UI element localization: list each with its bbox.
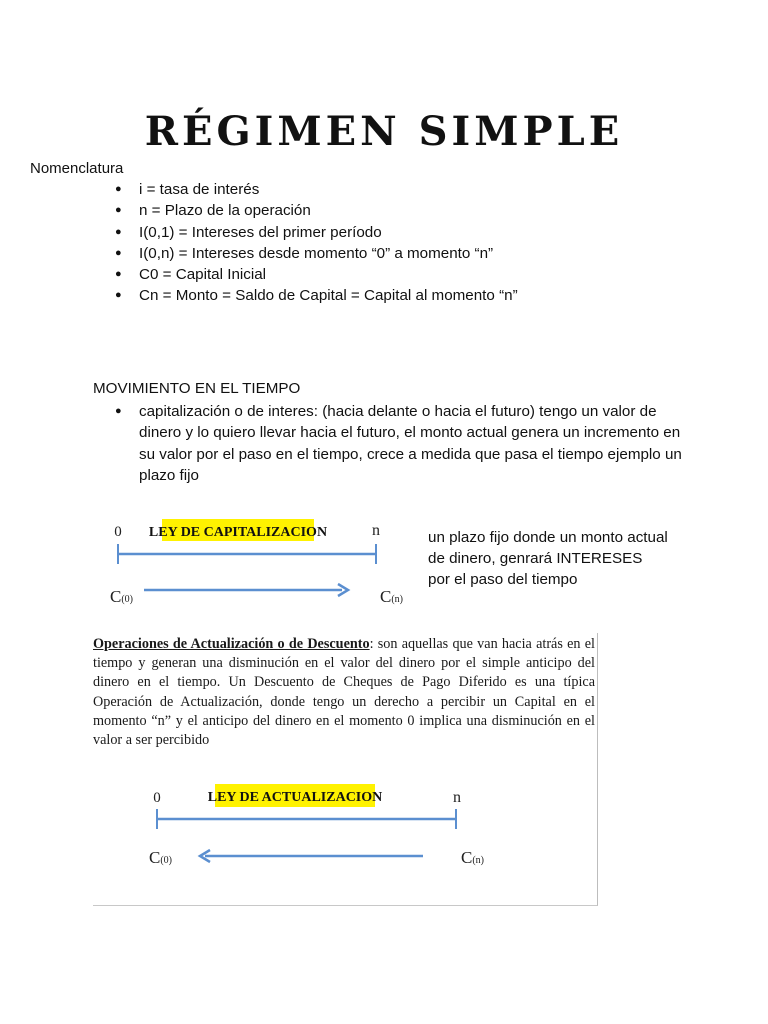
bullet-icon: ● bbox=[115, 246, 122, 259]
bullet-icon: ● bbox=[115, 268, 122, 281]
start-label: 0 bbox=[114, 524, 122, 540]
list-item: ● C0 = Capital Inicial bbox=[139, 264, 699, 285]
bullet-icon: ● bbox=[115, 183, 122, 195]
bullet-icon: ● bbox=[115, 289, 122, 302]
page-title: RÉGIMEN SIMPLE bbox=[144, 108, 624, 155]
actualizacion-figure bbox=[93, 633, 598, 906]
list-item: ● i = tasa de interés bbox=[139, 179, 699, 200]
nomenclatura-heading: Nomenclatura bbox=[30, 160, 124, 177]
start-label: 0 bbox=[153, 790, 161, 806]
actualizacion-paragraph bbox=[93, 635, 595, 750]
bullet-icon: ● bbox=[115, 225, 122, 238]
bullet-icon: ● bbox=[115, 405, 122, 417]
from-label: C(0) bbox=[110, 587, 134, 606]
actualizacion-term: Operaciones de Actualización o de Descuento bbox=[93, 636, 370, 652]
end-label: n bbox=[372, 522, 380, 539]
movimiento-list bbox=[115, 401, 684, 486]
nomenclatura-list bbox=[115, 179, 699, 307]
actualizacion-text: : son aquellas que van hacia atrás en el tiempo y generan una disminución en el valor del dinero por el simple anticipo del dinero en el tiempo. Un Descuento de Cheques de Pago Diferido es una típica Operación de Actualización, donde tengo un derecho a percibir un Capital en el momento “n” y el anticipo del dinero en el momento 0 implica una disminución en el valor a ser percibido bbox=[93, 636, 595, 749]
side-note: un plazo fijo donde un monto actual de dinero, genrará INTERESES por el paso del tiempo bbox=[428, 529, 668, 588]
banner-label: LEY DE ACTUALIZACION bbox=[207, 790, 383, 805]
banner-label: LEY DE CAPITALIZACION bbox=[148, 525, 328, 540]
bullet-icon: ● bbox=[115, 204, 122, 217]
list-item: ● I(0,n) = Intereses desde momento “0” a momento “n” bbox=[139, 243, 699, 264]
right-label: C(n) bbox=[461, 848, 485, 867]
to-label: C(n) bbox=[380, 587, 404, 606]
list-item: ● I(0,1) = Intereses del primer período bbox=[139, 222, 699, 243]
movimiento-heading: MOVIMIENTO EN EL TIEMPO bbox=[93, 380, 301, 397]
end-label: n bbox=[453, 789, 461, 806]
capitalizacion-diagram bbox=[100, 512, 410, 612]
list-item: ● capitalización o de interes: (hacia delante o hacia el futuro) tengo un valor de dinero y lo quiero llevar hacia el futuro, el monto actual genera un incremento en su valor por el paso en el tiempo, crece a medida que pasa el tiempo ejemplo un plazo fijo bbox=[115, 403, 682, 484]
list-item: ● Cn = Monto = Saldo de Capital = Capital al momento “n” bbox=[139, 285, 699, 306]
list-item: ● n = Plazo de la operación bbox=[139, 200, 699, 221]
left-label: C(0) bbox=[149, 848, 173, 867]
